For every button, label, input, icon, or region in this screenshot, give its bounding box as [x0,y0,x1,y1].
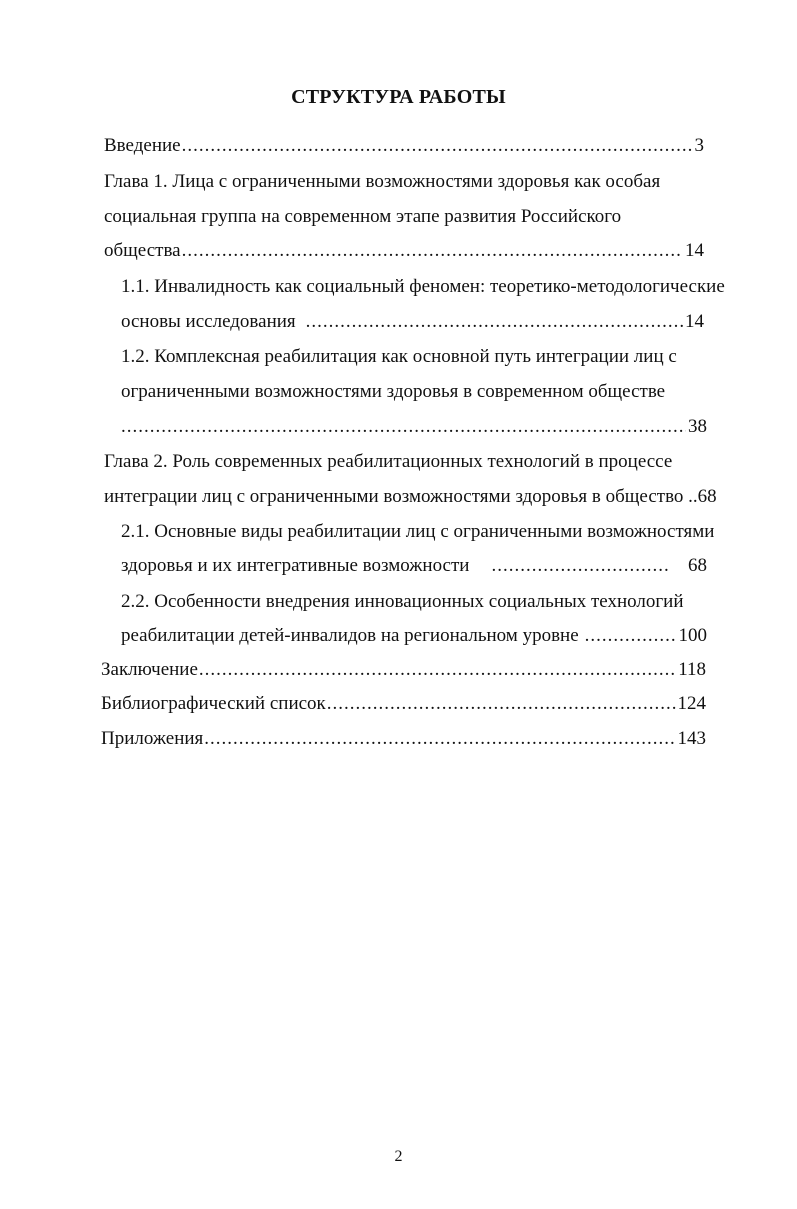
toc-label: Заключение [101,659,198,680]
toc-page: 68 [688,555,707,576]
toc-entry-appendix [101,727,706,751]
toc-label: основы исследования [121,311,296,332]
leader-dots [182,239,683,263]
leader-dots [491,554,670,578]
leader-dots [182,134,693,158]
toc-page: 14 [685,311,704,332]
toc-label: общества [104,240,181,261]
toc-label: Приложения [101,728,204,749]
leader-dots [121,415,686,439]
toc-chapter1-line1: Глава 1. Лица с ограниченными возможностями здоровья как особая [104,171,661,192]
toc-s1-1-line1: 1.1. Инвалидность как социальный феномен: теоретико-методологические [121,276,725,297]
toc-label: здоровья и их интегративные возможности [121,555,470,576]
toc-label: Библиографический список [101,693,326,714]
toc-page: 124 [677,693,706,714]
toc-entry-bibliography [101,692,706,716]
page-number: 2 [394,1148,403,1165]
toc-entry-s1-1 [121,310,704,334]
toc-page: 3 [694,135,704,156]
toc-page: 14 [685,240,704,261]
leader-dots [306,310,683,334]
toc-s2-1-line1: 2.1. Основные виды реабилитации лиц с ограниченными возможностями [121,521,715,542]
toc-chapter2-line1: Глава 2. Роль современных реабилитационных технологий в процессе [104,451,673,472]
leader-dots [585,624,677,648]
toc-label: реабилитации детей-инвалидов на региональном уровне [121,625,579,646]
toc-chapter1-line2: социальная группа на современном этапе развития Российского [104,206,622,227]
toc-s2-2-line1: 2.2. Особенности внедрения инновационных социальных технологий [121,591,684,612]
toc-s1-2-line2: ограниченными возможностями здоровья в современном обществе [121,381,666,402]
toc-entry-conclusion [101,658,706,682]
toc-page: 118 [678,659,706,680]
toc-page: 143 [677,728,706,749]
toc-page: 38 [688,416,707,437]
toc-entry-intro [104,134,704,158]
page-title: СТРУКТУРА РАБОТЫ [291,86,506,108]
toc-s1-2-line1: 1.2. Комплексная реабилитация как основной путь интеграции лиц с [121,346,677,367]
toc-entry-s1-2 [121,415,707,439]
toc-chapter2-line2: интеграции лиц с ограниченными возможностями здоровья в общество ..68 [104,486,717,507]
toc-entry-s2-2 [121,624,707,648]
toc-page: 100 [678,625,707,646]
toc-entry-s2-1 [121,554,707,578]
toc-label: Введение [104,135,181,156]
leader-dots [199,658,676,682]
toc-entry-chapter1 [104,239,704,263]
leader-dots [327,692,676,716]
leader-dots [204,727,675,751]
